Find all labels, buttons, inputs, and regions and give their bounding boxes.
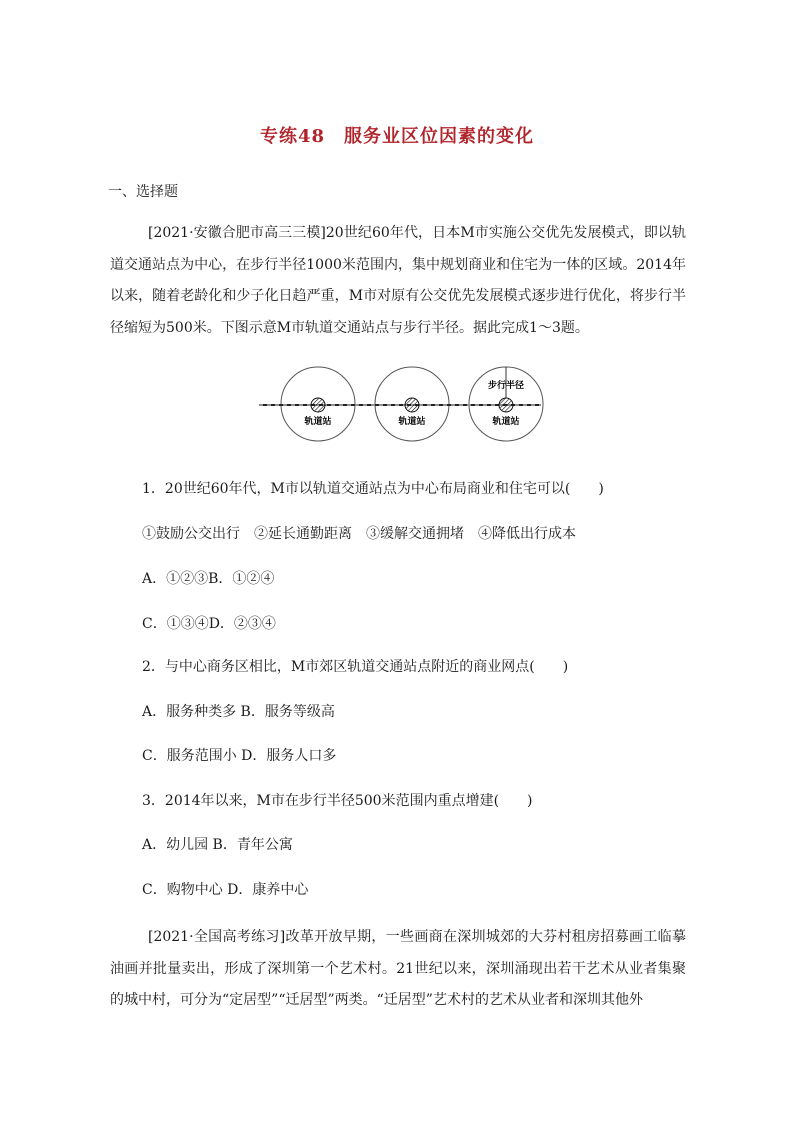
station-marker <box>311 398 325 412</box>
question-1-choices-cd: C．①③④D．②③④ <box>142 616 276 632</box>
intro-paragraph-2: [2021·全国高考练习]改革开放早期，一些画商在深圳城郊的大芬村租房招募画工临摹油画并批量卖出，形成了深圳第一个艺术村。21世纪以来，深圳涌现出若干艺术从业者集聚的城中村，可分为“定居型”“迁居型”两类。“迁居型”艺术村的艺术从业者和深圳其他外 <box>110 929 686 1008</box>
question-1-choices-ab: A．①②③B．①②④ <box>142 571 275 587</box>
radius-label: 步行半径 <box>487 381 525 391</box>
question-1-stem: 1．20世纪60年代，M市以轨道交通站点为中心布局商业和住宅可以( ) <box>142 481 604 497</box>
question-1-options: ①鼓励公交出行 ②延长通勤距离 ③缓解交通拥堵 ④降低出行成本 <box>142 526 576 542</box>
section-heading: 一、选择题 <box>108 184 178 200</box>
page-title: 专练48 服务业区位因素的变化 <box>259 126 535 147</box>
question-2-choices-cd: C．服务范围小 D．服务人口多 <box>142 748 337 764</box>
station-walking-radius-figure <box>255 364 545 444</box>
station-label: 轨道站 <box>492 417 520 427</box>
question-3-choices-cd: C．购物中心 D．康养中心 <box>142 882 309 898</box>
station-marker <box>405 398 419 412</box>
station-label: 轨道站 <box>398 417 426 427</box>
question-2-stem: 2．与中心商务区相比，M市郊区轨道交通站点附近的商业网点( ) <box>142 659 569 675</box>
question-3-choices-ab: A．幼儿园 B．青年公寓 <box>142 837 293 853</box>
question-2-choices-ab: A．服务种类多 B．服务等级高 <box>142 704 335 720</box>
intro-paragraph-1: [2021·安徽合肥市高三三模]20世纪60年代，日本M市实施公交优先发展模式，即以轨道交通站点为中心，在步行半径1000米范围内，集中规划商业和住宅为一体的区域。2014年以来，随着老龄化和少子化日趋严重，M市对原有公交优先发展模式逐步进行优化，将步行半径缩短为500米。下图示意M市轨道交通站点与步行半径。据此完成1～3题。 <box>110 225 686 336</box>
station-marker <box>499 398 513 412</box>
question-3-stem: 3．2014年以来，M市在步行半径500米范围内重点增建( ) <box>142 793 533 809</box>
station-label: 轨道站 <box>304 417 332 427</box>
